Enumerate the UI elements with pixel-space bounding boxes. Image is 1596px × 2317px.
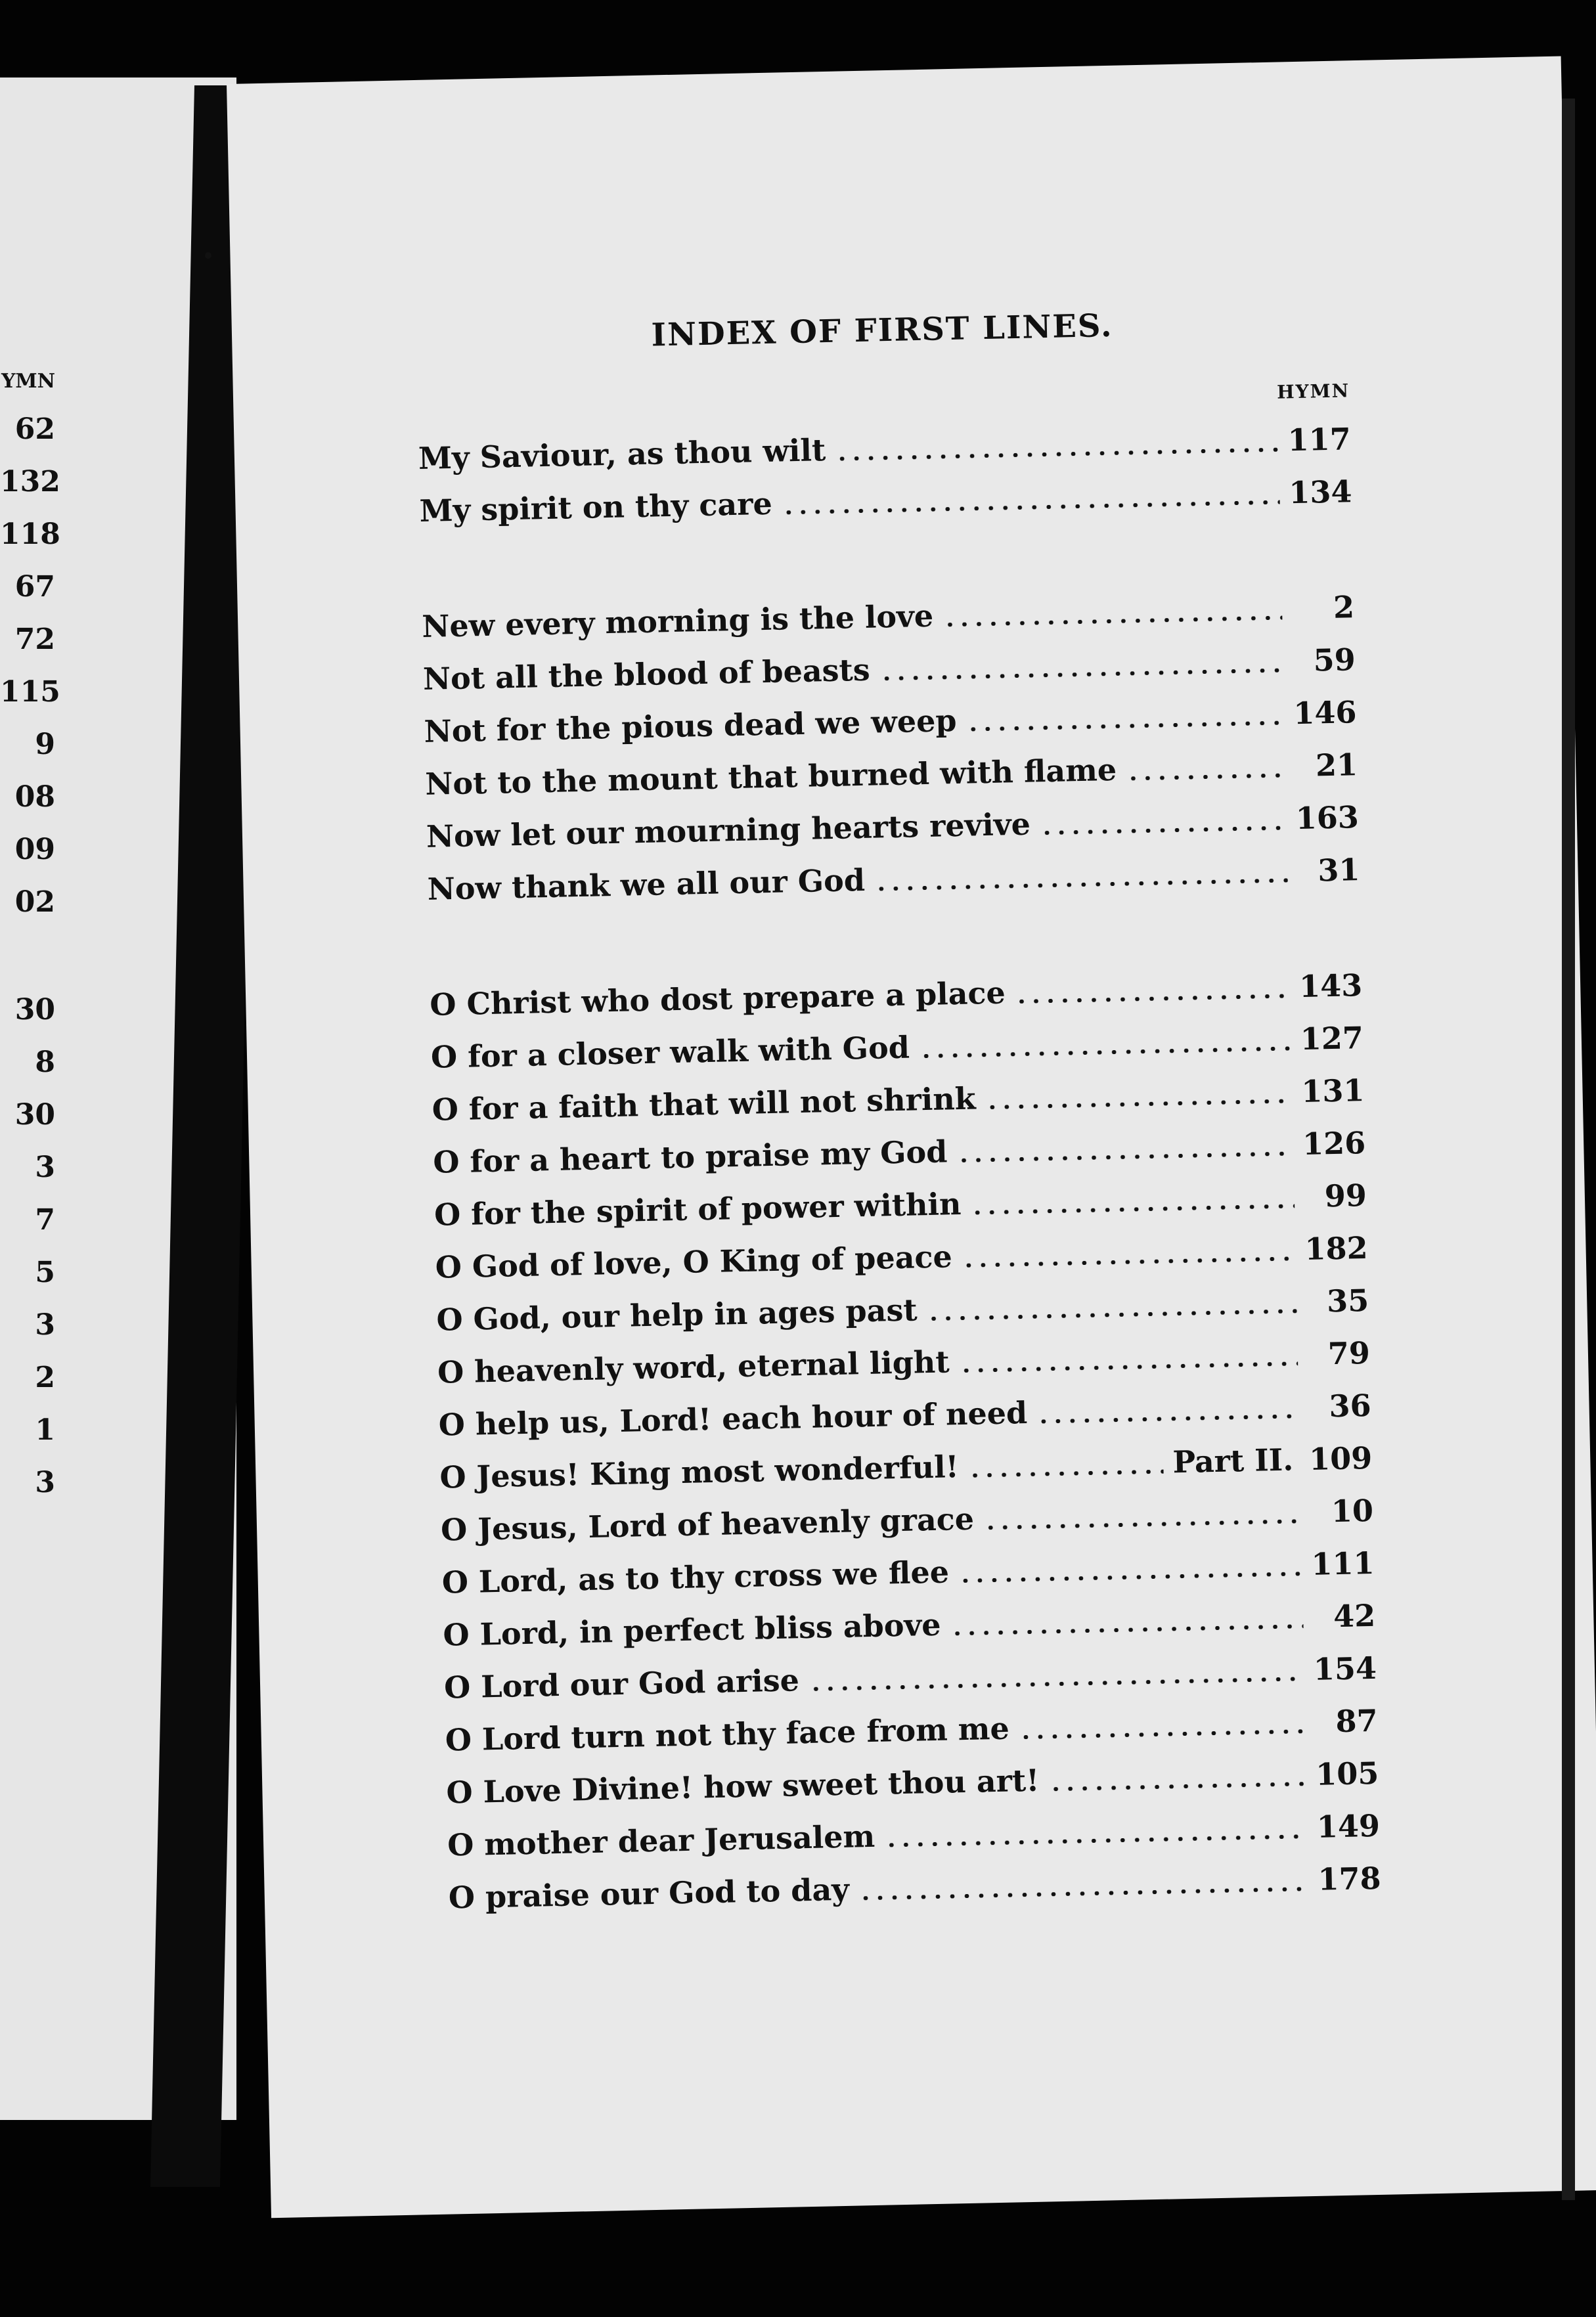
dot-leader [942,616,1282,627]
hymn-number: 163 [1295,799,1360,837]
left-page-hymn-number: 72 [14,623,55,656]
dot-leader [927,1309,1297,1321]
left-page-hymn-number: 3 [35,1151,55,1184]
hymn-number: 178 [1318,1860,1382,1897]
dot-leader [983,1519,1301,1530]
index-entries [418,412,1381,1924]
left-page-hymn-number: 5 [35,1256,55,1289]
dot-leader [1049,1782,1307,1791]
dot-leader [1040,826,1287,835]
dot-leader [957,1151,1294,1162]
page-edge-shadow [1562,99,1575,2200]
dot-leader [962,1256,1296,1268]
first-line-text: Not for the pious dead we weep [424,702,958,749]
first-line-text: O Lord, in perfect bliss above [442,1606,941,1653]
hymn-number: 21 [1315,747,1358,783]
first-line-text: O for a heart to praise my God [432,1134,948,1180]
dot-leader [959,1361,1298,1373]
dot-leader [919,1046,1291,1058]
hymn-number: 146 [1293,694,1357,732]
left-page-hymn-header: YMN [1,370,55,393]
bleed-through-text [384,389,1534,405]
hymn-number: 109 [1308,1440,1373,1477]
hymn-number: 149 [1316,1807,1381,1845]
left-page-hymn-number: 62 [14,412,55,446]
first-line-text: O mother dear Jerusalem [447,1818,876,1863]
dot-leader [968,1470,1164,1478]
hymn-number: 35 [1326,1282,1369,1319]
hymn-column-header: HYMN [1276,380,1350,403]
first-line-text: O for a faith that will not shrink [432,1080,977,1128]
dot-leader [971,1204,1295,1214]
first-line-text: O Jesus! King most wonderful! [439,1449,960,1495]
left-page-hymn-number: 2 [35,1361,55,1394]
left-page-hymn-number: 115 [0,675,60,709]
left-page-hymn-number: 02 [14,885,55,919]
index-group [422,581,1361,916]
hymn-number: 117 [1287,421,1352,458]
page-title: INDEX OF FIRST LINES. [651,307,1114,354]
dot-leader [835,448,1279,461]
first-line-text: O Jesus, Lord of heavenly grace [440,1501,975,1548]
first-line-text: O Lord, as to thy cross we flee [441,1554,950,1600]
hymn-number: 105 [1315,1755,1379,1792]
ink-speck [205,252,211,259]
dot-leader [858,1887,1309,1900]
hymn-number: 79 [1327,1335,1371,1372]
left-page-hymn-number: 3 [35,1308,55,1342]
hymn-number: 59 [1313,642,1356,678]
left-page-hymn-number: 3 [35,1466,55,1499]
dot-leader [879,668,1283,680]
first-line-text: O Christ who dost prepare a place [429,975,1006,1023]
left-page-hymn-number: 118 [0,518,60,551]
first-line-text: O help us, Lord! each hour of need [438,1394,1028,1443]
hymn-number: 42 [1333,1597,1376,1635]
part-label: Part II. [1172,1442,1294,1480]
first-line-text: New every morning is the love [421,598,934,644]
first-line-text: My Saviour, as thou wilt [418,432,826,477]
hymn-number: 87 [1335,1702,1379,1740]
left-page-hymn-number: 7 [35,1203,55,1237]
left-page-hymn-number: 8 [35,1046,55,1079]
hymn-number: 111 [1310,1545,1375,1582]
hymn-number: 131 [1300,1072,1365,1110]
dot-leader [1036,1414,1299,1423]
first-line-text: O God, our help in ages past [435,1292,918,1338]
index-content [410,60,1382,1916]
index-page [227,56,1596,2218]
hymn-number: 126 [1302,1125,1366,1162]
hymn-number: 36 [1328,1387,1372,1424]
hymn-number: 31 [1317,852,1360,889]
dot-leader [1126,773,1285,780]
first-line-text: Now thank we all our God [427,862,866,907]
first-line-text: O Lord turn not thy face from me [445,1710,1010,1758]
left-page-hymn-column [0,360,60,1509]
first-line-text: O for a closer walk with God [430,1029,910,1075]
left-page-hymn-number: 9 [35,728,55,761]
left-page-gap [0,929,55,984]
dot-leader [874,878,1288,891]
first-line-text: Not all the blood of beasts [422,651,871,697]
first-line-text: O praise our God to day [448,1871,850,1916]
hymn-number: 134 [1288,474,1352,511]
left-page-hymn-number: 30 [14,993,55,1026]
first-line-text: O for the spirit of power within [433,1185,962,1233]
hymn-number: 143 [1298,967,1363,1005]
dot-leader [950,1624,1304,1635]
dot-leader [1019,1729,1306,1739]
hymn-number: 127 [1300,1020,1364,1057]
first-line-text: Now let our mourning hearts revive [426,806,1031,854]
left-page-hymn-number: 09 [14,833,55,866]
first-line-text: O Love Divine! how sweet thou art! [445,1762,1040,1811]
dot-leader [782,500,1280,515]
dot-leader [985,1099,1293,1109]
index-group [418,412,1352,537]
first-line-text: O Lord our God arise [443,1662,800,1706]
first-line-text: O heavenly word, eternal light [437,1344,950,1390]
left-page-hymn-number: 08 [14,780,55,814]
dot-leader [1015,994,1291,1004]
first-line-text: O God of love, O King of peace [435,1239,953,1285]
hymn-number: 154 [1313,1650,1377,1687]
index-group [430,959,1382,1924]
left-page-hymn-number: 132 [0,465,60,498]
left-page-hymn-number: 30 [14,1098,55,1132]
hymn-number: 10 [1331,1492,1374,1530]
hymn-number: 182 [1304,1230,1369,1268]
dot-leader [809,1677,1304,1691]
hymn-number: 2 [1333,589,1355,625]
dot-leader [884,1834,1308,1847]
dot-leader [958,1572,1302,1583]
first-line-text: Not to the mount that burned with flame [424,751,1117,802]
first-line-text: My spirit on thy care [419,485,773,529]
left-page-hymn-number: 67 [14,570,55,604]
dot-leader [966,720,1285,731]
hymn-number: 99 [1324,1178,1367,1214]
left-page-hymn-number: 1 [35,1413,55,1447]
